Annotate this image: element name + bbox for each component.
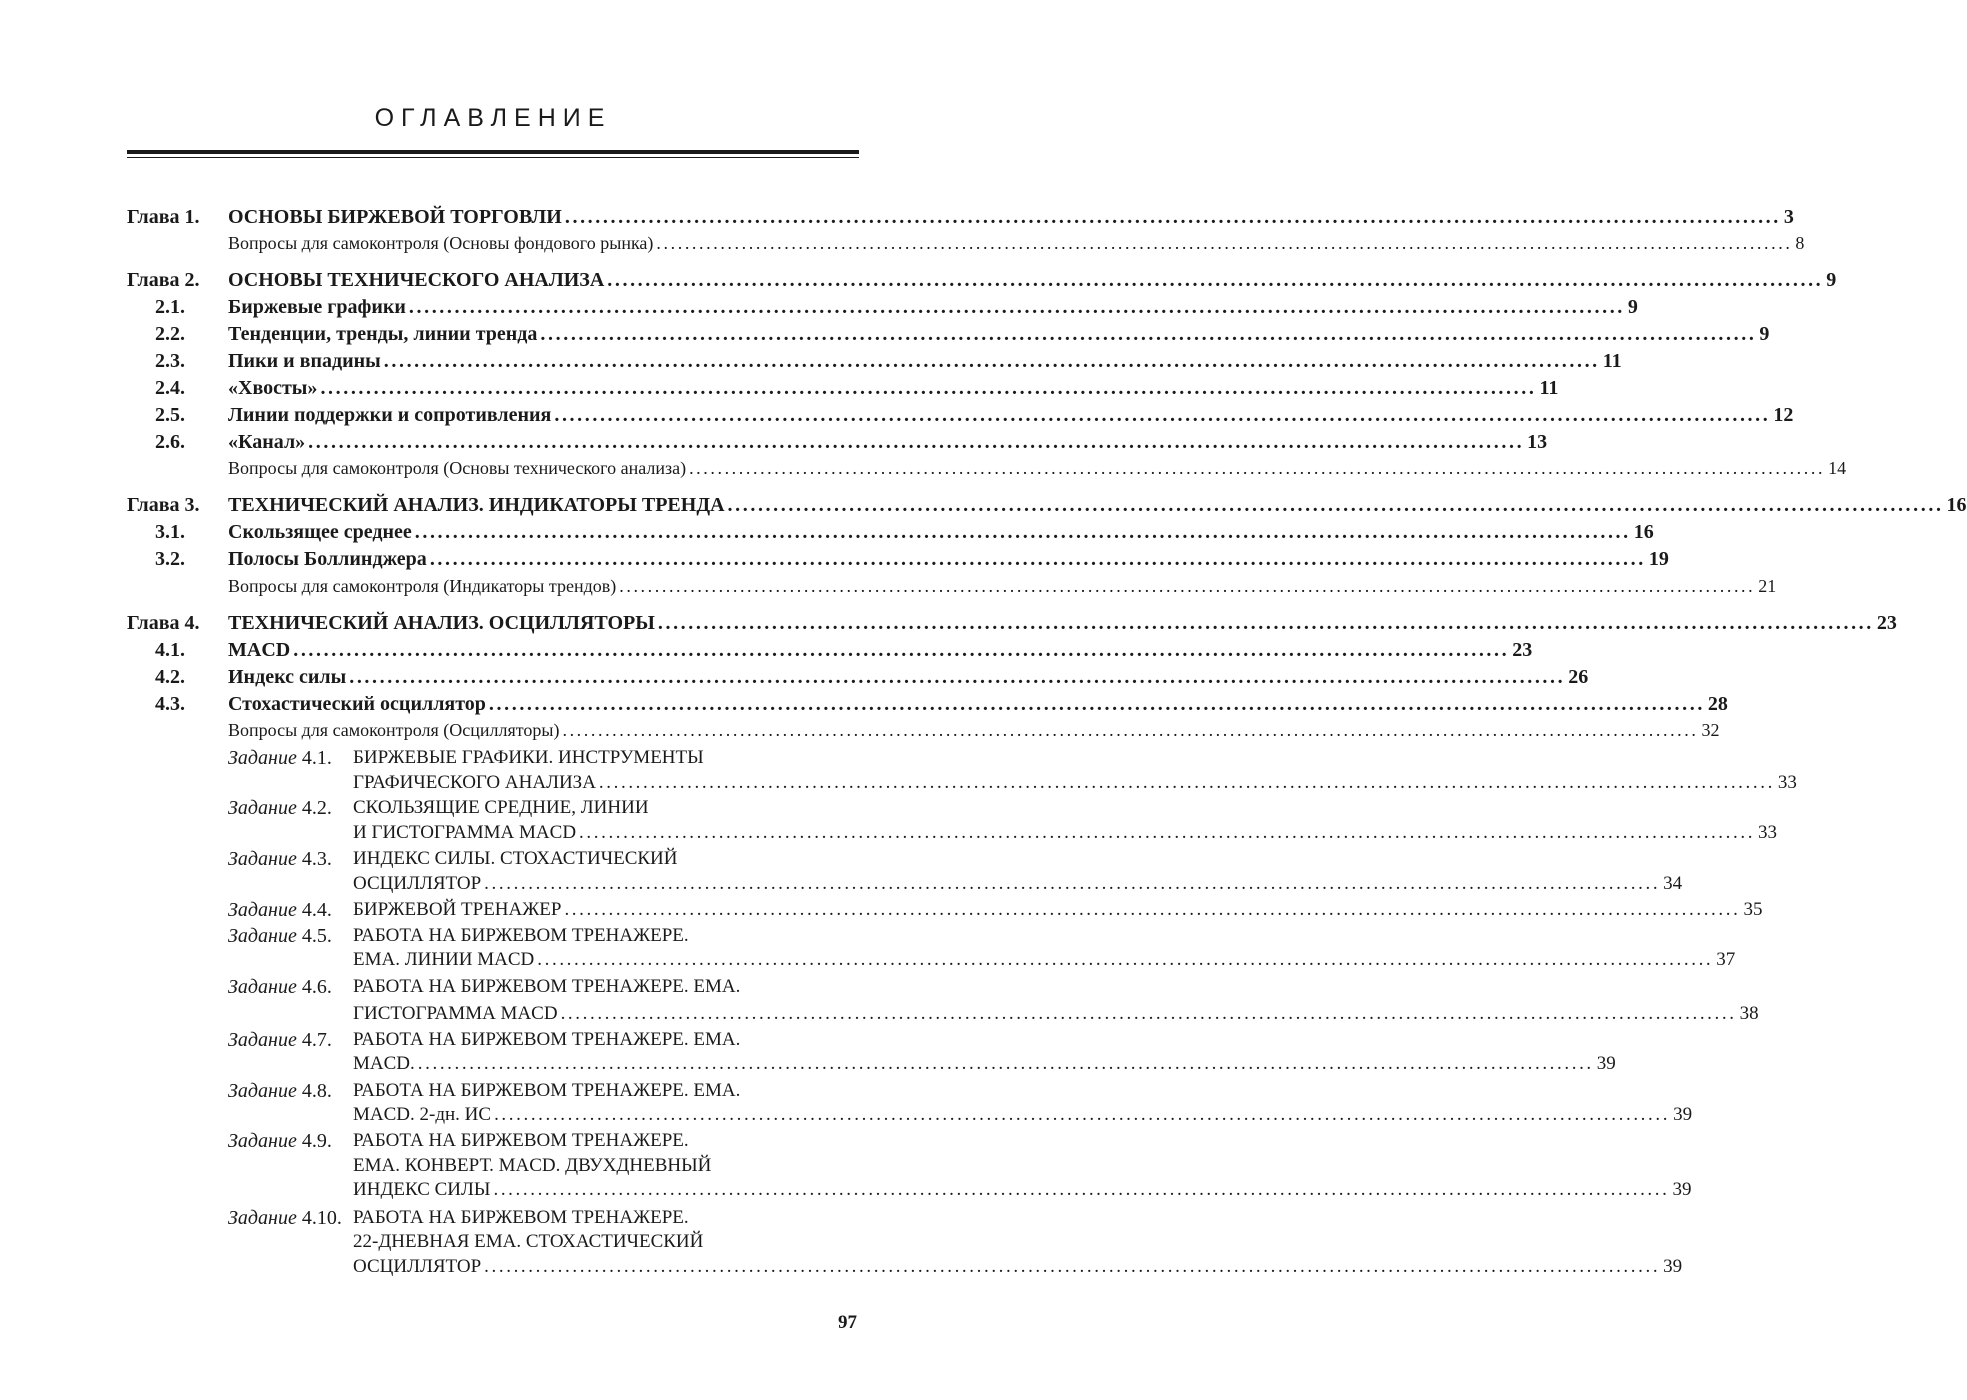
task-title-line: РАБОТА НА БИРЖЕВОМ ТРЕНАЖЕРЕ. — [353, 925, 689, 946]
page-title: ОГЛАВЛЕНИЕ — [374, 104, 612, 132]
page-ref: 33 — [1777, 772, 1797, 793]
section-entry — [228, 429, 1548, 455]
chapter-title: ТЕХНИЧЕСКИЙ АНАЛИЗ. ИНДИКАТОРЫ ТРЕНДА — [228, 494, 725, 516]
page-ref: 16 — [1946, 494, 1967, 516]
task-number: 4.8. — [301, 1080, 332, 1102]
dot-leader: ................................................................................................................................................................ — [484, 1256, 1661, 1277]
toc-section-2-6[interactable] — [0, 429, 1548, 455]
page-ref: 23 — [1876, 612, 1897, 634]
task-entry — [353, 897, 1763, 923]
task-title-line: РАБОТА НА БИРЖЕВОМ ТРЕНАЖЕРЕ. EMA. — [353, 1080, 741, 1101]
page-ref: 13 — [1527, 431, 1548, 453]
toc-section-2-1[interactable] — [0, 294, 1638, 320]
dot-leader: ................................................................................................................................................................ — [488, 693, 1705, 715]
dot-leader: ................................................................................................................................................................ — [383, 350, 1600, 372]
task-number: 4.5. — [301, 925, 332, 947]
section-entry — [228, 691, 1728, 717]
dot-leader: ................................................................................................................................................................ — [689, 458, 1826, 478]
task-title-line: 22-ДНЕВНАЯ EMA. СТОХАСТИЧЕСКИЙ — [353, 1231, 704, 1252]
toc-section-2-5[interactable] — [0, 402, 1794, 428]
page-ref: 28 — [1707, 693, 1728, 715]
toc-section-4-3[interactable] — [0, 691, 1728, 717]
section-title: Полосы Боллинджера — [228, 548, 427, 570]
toc-chapter-4[interactable] — [0, 610, 1897, 636]
dot-leader: ................................................................................................................................................................ — [727, 494, 1944, 516]
chapter-title: ТЕХНИЧЕСКИЙ АНАЛИЗ. ОСЦИЛЛЯТОРЫ — [228, 612, 655, 634]
dot-leader: ................................................................................................................................................................ — [560, 1003, 1737, 1024]
task-label — [228, 923, 332, 949]
dot-leader: ................................................................................................................................................................ — [417, 1053, 1594, 1074]
section-title: Скользящее среднее — [228, 521, 412, 543]
task-entry — [353, 1102, 1693, 1128]
page-ref: 3 — [1783, 206, 1794, 228]
page-ref: 39 — [1596, 1053, 1616, 1074]
section-entry — [228, 402, 1794, 428]
section-title: MACD — [228, 639, 291, 661]
toc-section-2-3[interactable] — [0, 348, 1622, 374]
section-label: 3.1. — [155, 521, 185, 543]
dot-leader: ................................................................................................................................................................ — [564, 206, 1781, 228]
section-label: 4.1. — [155, 639, 185, 661]
toc-questions-4[interactable] — [0, 717, 1720, 743]
section-entry — [228, 321, 1770, 347]
task-entry — [353, 1177, 1692, 1203]
chapter-entry — [228, 204, 1794, 230]
section-title: Биржевые графики — [228, 296, 406, 318]
toc-section-3-2[interactable] — [0, 546, 1669, 572]
questions-title: Вопросы для самоконтроля (Осцилляторы) — [228, 720, 560, 740]
dot-leader: ................................................................................................................................................................ — [657, 612, 1874, 634]
task-title-line: РАБОТА НА БИРЖЕВОМ ТРЕНАЖЕРЕ. EMA. — [353, 1029, 741, 1050]
chapter-label: Глава 4. — [127, 612, 200, 634]
questions-title: Вопросы для самоконтроля (Основы фондового рынка) — [228, 233, 654, 253]
chapter-label: Глава 3. — [127, 494, 200, 516]
section-entry — [228, 375, 1559, 401]
dot-leader: ................................................................................................................................................................ — [579, 822, 1756, 843]
dot-leader: ................................................................................................................................................................ — [607, 269, 1824, 291]
page-ref: 9 — [1759, 323, 1770, 345]
task-label — [228, 795, 332, 821]
questions-entry — [228, 573, 1777, 599]
task-title-line: ОСЦИЛЛЯТОР — [353, 1256, 482, 1277]
task-label — [228, 1078, 332, 1104]
dot-leader: ................................................................................................................................................................ — [308, 431, 1525, 453]
task-entry — [353, 1254, 1683, 1280]
task-label — [228, 1027, 332, 1053]
task-label — [228, 1205, 342, 1231]
task-label — [228, 974, 332, 1000]
questions-title: Вопросы для самоконтроля (Индикаторы трендов) — [228, 576, 617, 596]
task-title-line: БИРЖЕВЫЕ ГРАФИКИ. ИНСТРУМЕНТЫ — [353, 747, 704, 768]
task-label — [228, 846, 332, 872]
dot-leader: ................................................................................................................................................................ — [484, 873, 1661, 894]
page-ref: 14 — [1828, 458, 1847, 478]
questions-entry — [228, 717, 1720, 743]
toc-chapter-2[interactable] — [0, 267, 1837, 293]
task-label — [228, 897, 332, 923]
task-title-line: ГРАФИЧЕСКОГО АНАЛИЗА — [353, 772, 596, 793]
task-entry — [353, 820, 1778, 846]
page-ref: 19 — [1648, 548, 1669, 570]
task-word: Задание — [228, 976, 297, 998]
page-ref: 21 — [1758, 576, 1777, 596]
task-number: 4.9. — [301, 1130, 332, 1152]
dot-leader: ................................................................................................................................................................ — [414, 521, 1631, 543]
page-ref: 11 — [1539, 377, 1559, 399]
task-word: Задание — [228, 925, 297, 947]
section-label: 2.2. — [155, 323, 185, 345]
page-ref: 8 — [1795, 233, 1805, 253]
section-label: 2.5. — [155, 404, 185, 426]
section-label: 2.3. — [155, 350, 185, 372]
task-title-line: ОСЦИЛЛЯТОР — [353, 873, 482, 894]
page-ref: 39 — [1663, 1256, 1683, 1277]
task-word: Задание — [228, 1080, 297, 1102]
dot-leader: ................................................................................................................................................................ — [656, 233, 1793, 253]
task-title-line: EMA. КОНВЕРТ. MACD. ДВУХДНЕВНЫЙ — [353, 1155, 712, 1176]
section-label: 4.3. — [155, 693, 185, 715]
task-label — [228, 745, 332, 771]
questions-title: Вопросы для самоконтроля (Основы технического анализа) — [228, 458, 687, 478]
chapter-title: ОСНОВЫ ТЕХНИЧЕСКОГО АНАЛИЗА — [228, 269, 605, 291]
section-label: 4.2. — [155, 666, 185, 688]
dot-leader: ................................................................................................................................................................ — [320, 377, 1537, 399]
toc-section-4-1[interactable] — [0, 637, 1533, 663]
page-number: 97 — [838, 1312, 857, 1333]
toc-section-2-4[interactable] — [0, 375, 1559, 401]
page-ref: 33 — [1758, 822, 1778, 843]
page-ref: 26 — [1568, 666, 1589, 688]
section-title: Тенденции, тренды, линии тренда — [228, 323, 538, 345]
toc-chapter-1[interactable] — [0, 204, 1794, 230]
task-title-line: ИНДЕКС СИЛЫ — [353, 1179, 491, 1200]
task-title-line: БИРЖЕВОЙ ТРЕНАЖЕР — [353, 899, 562, 920]
page-ref: 12 — [1773, 404, 1794, 426]
task-title-line: СКОЛЬЗЯЩИЕ СРЕДНИЕ, ЛИНИИ — [353, 797, 649, 818]
chapter-entry — [228, 610, 1897, 636]
questions-entry — [228, 230, 1805, 256]
task-title-line: MACD. — [353, 1053, 415, 1074]
toc-chapter-3[interactable] — [0, 492, 1967, 518]
toc-questions-2[interactable] — [0, 455, 1847, 481]
task-title-line: РАБОТА НА БИРЖЕВОМ ТРЕНАЖЕРЕ. EMA. — [353, 976, 741, 997]
page-ref: 9 — [1627, 296, 1638, 318]
toc-questions-1[interactable] — [0, 230, 1805, 256]
dot-leader: ................................................................................................................................................................ — [598, 772, 1775, 793]
task-title-line: И ГИСТОГРАММА MACD — [353, 822, 577, 843]
page-ref: 38 — [1739, 1003, 1759, 1024]
page-ref: 35 — [1743, 899, 1763, 920]
section-entry — [228, 637, 1533, 663]
dot-leader: ................................................................................................................................................................ — [349, 666, 1566, 688]
page-ref: 34 — [1663, 873, 1683, 894]
section-title: Индекс силы — [228, 666, 347, 688]
section-title: «Хвосты» — [228, 377, 318, 399]
task-word: Задание — [228, 747, 297, 769]
page-ref: 32 — [1701, 720, 1720, 740]
toc-questions-3[interactable] — [0, 573, 1777, 599]
dot-leader: ................................................................................................................................................................ — [619, 576, 1756, 596]
task-title-line: EMA. ЛИНИИ MACD — [353, 949, 535, 970]
task-title-line: ИНДЕКС СИЛЫ. СТОХАСТИЧЕСКИЙ — [353, 848, 678, 869]
section-label: 2.4. — [155, 377, 185, 399]
chapter-entry — [228, 267, 1837, 293]
task-number: 4.1. — [301, 747, 332, 769]
section-entry — [228, 664, 1589, 690]
toc-section-3-1[interactable] — [0, 519, 1654, 545]
task-number: 4.2. — [301, 797, 332, 819]
task-word: Задание — [228, 1029, 297, 1051]
section-entry — [228, 348, 1622, 374]
task-number: 4.4. — [301, 899, 332, 921]
section-label: 3.2. — [155, 548, 185, 570]
dot-leader: ................................................................................................................................................................ — [537, 949, 1714, 970]
page-ref: 9 — [1826, 269, 1837, 291]
section-entry — [228, 546, 1669, 572]
page-ref: 11 — [1602, 350, 1622, 372]
task-entry — [353, 871, 1683, 897]
task-label — [228, 1128, 332, 1154]
task-title-line: MACD. 2-дн. ИС — [353, 1104, 492, 1125]
section-label: 2.6. — [155, 431, 185, 453]
section-title: Пики и впадины — [228, 350, 381, 372]
dot-leader: ................................................................................................................................................................ — [562, 720, 1699, 740]
dot-leader: ................................................................................................................................................................ — [408, 296, 1625, 318]
section-entry — [228, 519, 1654, 545]
dot-leader: ................................................................................................................................................................ — [293, 639, 1510, 661]
page-ref: 23 — [1512, 639, 1533, 661]
page-ref: 39 — [1673, 1104, 1693, 1125]
dot-leader: ................................................................................................................................................................ — [554, 404, 1771, 426]
chapter-label: Глава 1. — [127, 206, 200, 228]
task-word: Задание — [228, 848, 297, 870]
dot-leader: ................................................................................................................................................................ — [493, 1179, 1670, 1200]
task-entry — [353, 1051, 1616, 1077]
section-entry — [228, 294, 1638, 320]
task-word: Задание — [228, 1207, 297, 1229]
task-entry — [353, 1001, 1759, 1027]
task-title-line: РАБОТА НА БИРЖЕВОМ ТРЕНАЖЕРЕ. — [353, 1130, 689, 1151]
section-title: Стохастический осциллятор — [228, 693, 486, 715]
page-ref: 16 — [1633, 521, 1654, 543]
task-number: 4.6. — [301, 976, 332, 998]
section-title: «Канал» — [228, 431, 306, 453]
dot-leader: ................................................................................................................................................................ — [494, 1104, 1671, 1125]
task-word: Задание — [228, 797, 297, 819]
section-title: Линии поддержки и сопротивления — [228, 404, 552, 426]
chapter-title: ОСНОВЫ БИРЖЕВОЙ ТОРГОВЛИ — [228, 206, 562, 228]
task-word: Задание — [228, 1130, 297, 1152]
page-ref: 39 — [1672, 1179, 1692, 1200]
task-title-line: ГИСТОГРАММА MACD — [353, 1003, 558, 1024]
task-number: 4.10. — [301, 1207, 342, 1229]
dot-leader: ................................................................................................................................................................ — [564, 899, 1741, 920]
chapter-label: Глава 2. — [127, 269, 200, 291]
task-entry — [353, 947, 1736, 973]
dot-leader: ................................................................................................................................................................ — [540, 323, 1757, 345]
questions-entry — [228, 455, 1847, 481]
chapter-entry — [228, 492, 1967, 518]
dot-leader: ................................................................................................................................................................ — [429, 548, 1646, 570]
task-entry — [353, 770, 1797, 796]
task-number: 4.7. — [301, 1029, 332, 1051]
task-word: Задание — [228, 899, 297, 921]
task-number: 4.3. — [301, 848, 332, 870]
task-title-line: РАБОТА НА БИРЖЕВОМ ТРЕНАЖЕРЕ. — [353, 1207, 689, 1228]
page-ref: 37 — [1716, 949, 1736, 970]
toc-section-2-2[interactable] — [0, 321, 1770, 347]
toc-section-4-2[interactable] — [0, 664, 1589, 690]
section-label: 2.1. — [155, 296, 185, 318]
